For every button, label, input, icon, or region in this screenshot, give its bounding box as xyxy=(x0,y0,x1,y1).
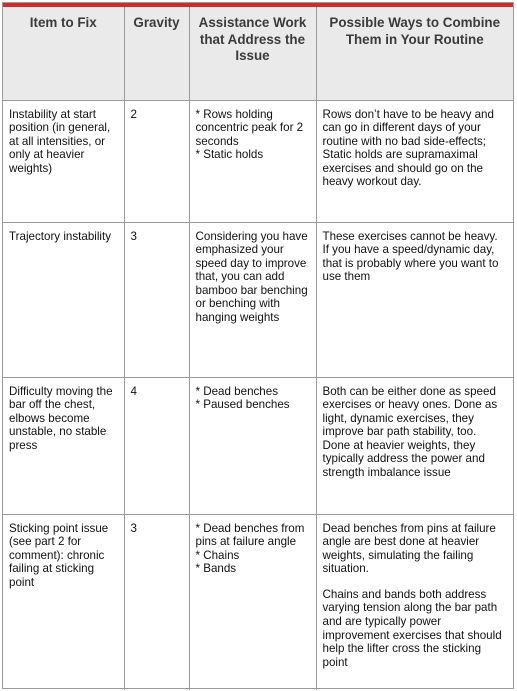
table-row xyxy=(3,377,513,514)
combine-paragraph: These exercises cannot be heavy. If you have a speed/dynamic day, that is probably where you want to use them xyxy=(322,229,499,284)
assistance-line: * Dead benches from pins at failure angle xyxy=(195,521,305,549)
table-row xyxy=(3,222,513,377)
combine-paragraph: Dead benches from pins at failure angle are best done at heavier weights, simulating the failing situation. xyxy=(322,521,496,576)
cell-item: Trajectory instability xyxy=(3,222,124,377)
cell-combine xyxy=(316,377,513,514)
cell-gravity: 4 xyxy=(124,377,189,514)
assistance-line: * Static holds xyxy=(195,148,264,162)
cell-item: Sticking point issue (see part 2 for comment): chronic failing at sticking point xyxy=(3,514,124,690)
combine-paragraph: Both can be either done as speed exercises or heavy ones. Done as light, dynamic exercises, they improve bar path stability, too. Done at heavier weights, they typically address the power and strength imbalance issue xyxy=(322,384,498,480)
assistance-line: * Bands xyxy=(195,562,237,576)
assistance-line: * Rows holding concentric peak for 2 seconds xyxy=(195,107,304,148)
combine-paragraph: Chains and bands both address varying tension along the bar path and are typically power improvement exercises that should help the lifter cross the sticking point xyxy=(322,587,502,669)
cell-assistance xyxy=(189,377,316,514)
cell-assistance xyxy=(189,514,316,690)
cell-combine xyxy=(316,514,513,690)
assistance-line: * Chains xyxy=(195,548,240,562)
header-assistance-work: Assistance Work that Address the Issue xyxy=(189,7,316,100)
header-possible-ways: Possible Ways to Combine Them in Your Routine xyxy=(316,7,513,100)
cell-combine xyxy=(316,222,513,377)
table-row xyxy=(3,514,513,690)
assistance-line: Considering you have emphasized your speed day to improve that, you can add bamboo bar benching or benching with hanging weights xyxy=(195,229,308,325)
header-gravity: Gravity xyxy=(124,7,189,100)
cell-gravity: 3 xyxy=(124,222,189,377)
cell-gravity: 3 xyxy=(124,514,189,690)
combine-paragraph: Rows don’t have to be heavy and can go in different days of your routine with no bad side-effects; Static holds are supramaximal exercises and should go on the heavy workout day. xyxy=(322,107,494,189)
cell-assistance xyxy=(189,222,316,377)
table-row xyxy=(3,100,513,222)
cell-item: Instability at start position (in general, at all intensities, or only at heavier weights) xyxy=(3,100,124,222)
cell-item: Difficulty moving the bar off the chest, elbows become unstable, no stable press xyxy=(3,377,124,514)
cell-combine xyxy=(316,100,513,222)
cell-gravity: 2 xyxy=(124,100,189,222)
assistance-line: * Paused benches xyxy=(195,398,290,412)
cell-assistance xyxy=(189,100,316,222)
comparison-table-frame xyxy=(2,2,514,689)
fix-table xyxy=(3,7,513,690)
assistance-line: * Dead benches xyxy=(195,384,279,398)
header-row xyxy=(3,7,513,100)
header-item-to-fix: Item to Fix xyxy=(3,7,124,100)
